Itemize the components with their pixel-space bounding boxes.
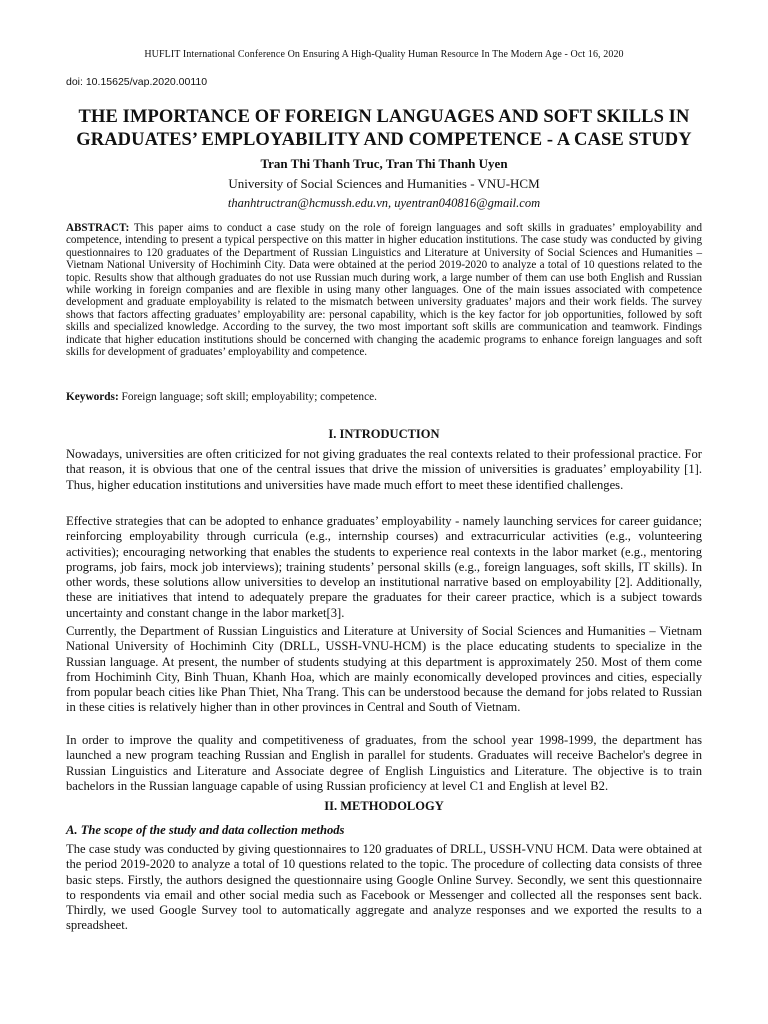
intro-paragraph-3: Currently, the Department of Russian Linguistics and Literature at University of Social Sciences and Humanities – Vietnam National University of Hochiminh City (DRLL, USSH-VNU-HCM) is the place educating students to specialize in the Russian language. At present, the number of students studying at this department is approximately 250. Most of them come from Hochiminh City, Binh Thuan, Khanh Hoa, which are mainly economically developed provinces and cities, especially from popular beach cities like Phan Thiet, Nha Trang. This can be understood because the demand for jobs related to Russian in these cities is relatively higher than in other provinces in Central and South of Vietnam.: [66, 624, 702, 715]
running-header: HUFLIT International Conference On Ensuring A High-Quality Human Resource In The Modern Age - Oct 16, 2020: [144, 49, 624, 60]
methodology-subheading: A. The scope of the study and data collection methods: [66, 823, 345, 837]
section-heading-introduction: I. INTRODUCTION: [328, 427, 440, 441]
intro-paragraph-1: Nowadays, universities are often criticized for not giving graduates the real contexts related to their professional practice. For that reason, it is obvious that one of the central issues that drive the mission of universities is graduates’ employability [1]. Thus, higher education institutions and universities have made much effort to meet these identified challenges.: [66, 447, 702, 492]
affiliation: University of Social Sciences and Humanities - VNU-HCM: [228, 176, 540, 191]
intro-paragraph-4: In order to improve the quality and competitiveness of graduates, from the school year 1998-1999, the department has launched a new program teaching Russian and English in parallel for students. Graduates will receive Bachelor's degree in Russian Linguistics and Literature and Associate degree of English Linguistics and Literature. The objective is to train bachelors in the Russian language capable of using Russian proficiency at level C1 and English at level B2.: [66, 733, 702, 793]
paper-title-line-1: THE IMPORTANCE OF FOREIGN LANGUAGES AND SOFT SKILLS IN: [78, 107, 690, 127]
keywords: [66, 391, 702, 403]
doi: doi: 10.15625/vap.2020.00110: [66, 76, 208, 88]
abstract-text: This paper aims to conduct a case study on the role of foreign languages and soft skills in graduates’ employability and competence, intending to present a typical perspective on this matter in higher education institutions. The case study was conducted by giving questionnaires to 120 graduates of the Department of Russian Linguistics and Literature at University of Social Sciences and Humanities – Vietnam National University of Hochiminh City. Data were obtained at the period 2019-2020 to analyze a total of 10 questions related to the topic. Results show that although graduates do not use Russian much during work, a large number of them can use both English and Russian while working in foreign companies and are flexible in using many other languages. One of the main issues associated with competence development and graduate employability is related to the mismatch between university graduates’ majors and their work fields. The survey shows that factors affecting graduates’ employability are: personal capability, which is the key factor for job opportunities, followed by soft skills and specialized knowledge. According to the survey, the two most important soft skills are communication and teamwork. Findings indicate that higher education institutions should be concerned with changing the academic programs to enhance foreign languages and soft skills for development of graduates’ employability and competence.: [66, 222, 702, 359]
section-heading-methodology: II. METHODOLOGY: [324, 799, 444, 813]
keywords-text: Foreign language; soft skill; employability; competence.: [121, 391, 377, 403]
paper-title-line-2: GRADUATES’ EMPLOYABILITY AND COMPETENCE - A CASE STUDY: [76, 130, 692, 150]
methodology-paragraph-1: The case study was conducted by giving questionnaires to 120 graduates of DRLL, USSH-VNU HCM. Data were obtained at the period 2019-2020 to analyze a total of 10 questions related to the topic. The procedure of collecting data consists of three basic steps. Firstly, the authors designed the questionnaire using Google Online Survey. Secondly, we sent this questionnaire to respondents via email and other social media such as Facebook or Messenger and collected all the responses sent back. Thirdly, we used Google Survey tool to automatically aggregate and analyze responses and we exported the results to a spreadsheet.: [66, 842, 702, 933]
keywords-label: Keywords:: [66, 391, 119, 403]
title-block: [40, 106, 728, 211]
author-emails: thanhtructran@hcmussh.edu.vn, uyentran040816@gmail.com: [227, 196, 541, 210]
abstract: [66, 222, 702, 358]
authors: Tran Thi Thanh Truc, Tran Thi Thanh Uyen: [260, 156, 508, 171]
intro-paragraph-2: Effective strategies that can be adopted to enhance graduates’ employability - namely launching services for career guidance; reinforcing employability through curricula (e.g., internship courses) and extracurricular activities (e.g., volunteering activities); encouraging networking that enables the students to experience real contexts in the labor market (e.g., mentoring programs, job fairs, mock job interviews); training students’ personal skills (e.g., foreign languages, soft skills, IT skills). In other words, these solutions allow universities to develop an institutional narrative based on employability [2]. Additionally, these are initiatives that intend to adequately prepare the graduates for their career practice, which is a subject towards uncertainty and constant change in the labor market[3].: [66, 514, 702, 620]
abstract-label: ABSTRACT:: [66, 222, 130, 234]
